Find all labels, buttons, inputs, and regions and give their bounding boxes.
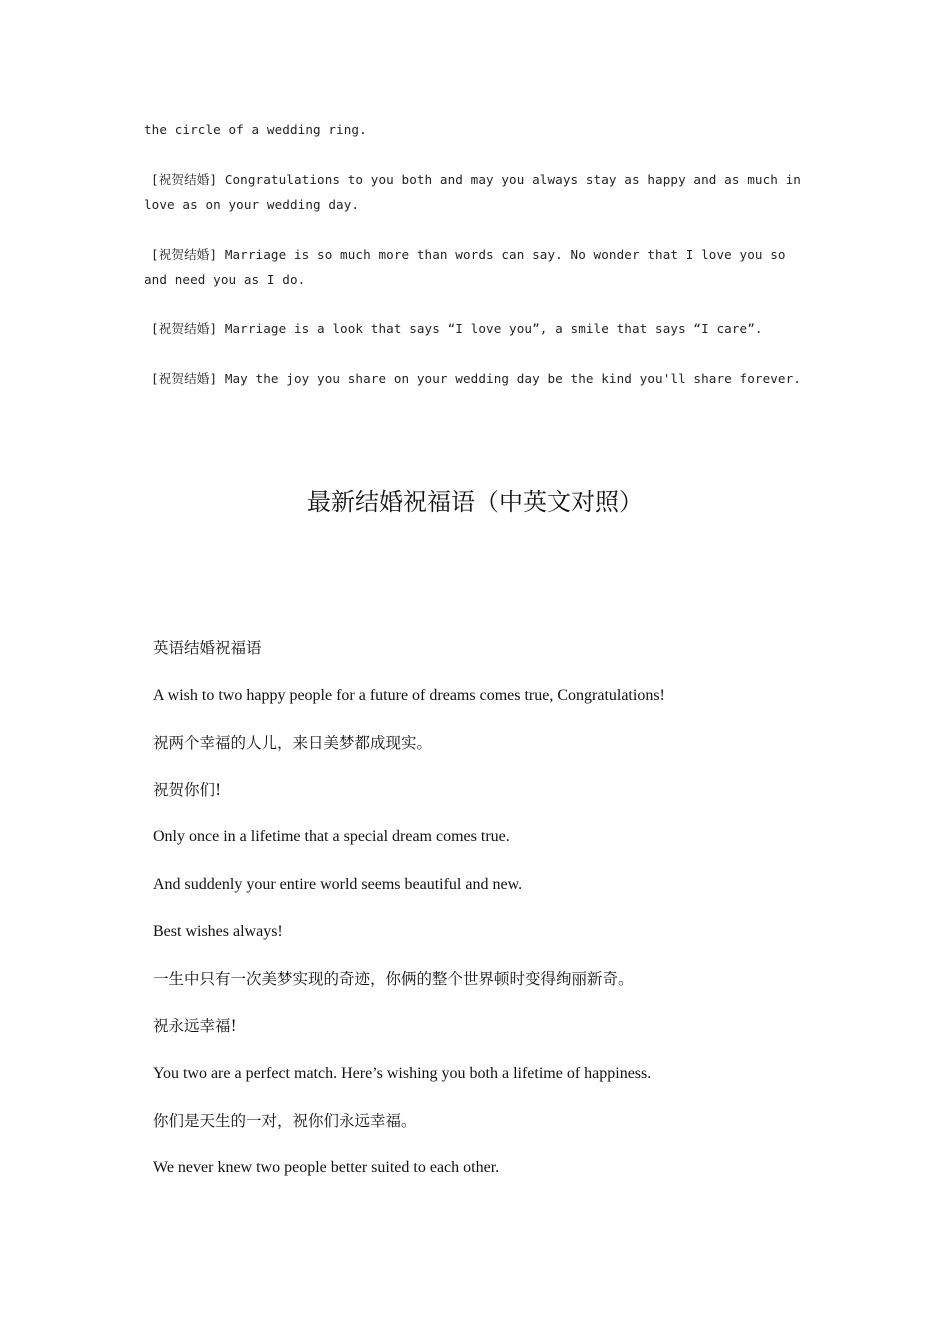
body-line: 祝永远幸福! <box>153 1017 237 1035</box>
paragraph-joy-forever: [祝贺结婚] May the joy you share on your wedding day be the kind you'll share forever. <box>151 371 801 386</box>
body-line: 祝两个幸福的人儿，来日美梦都成现实。 <box>153 734 433 752</box>
body-line: You two are a perfect match. Here’s wishing you both a lifetime of happiness. <box>153 1065 652 1082</box>
body-line: 你们是天生的一对，祝你们永远幸福。 <box>153 1112 417 1130</box>
page-title: 最新结婚祝福语（中英文对照） <box>307 488 643 516</box>
body-line: 祝贺你们! <box>153 781 222 799</box>
body-line: Only once in a lifetime that a special dream comes true. <box>153 828 510 845</box>
paragraph-marriage-look: [祝贺结婚] Marriage is a look that says “I love you”, a smile that says “I care”. <box>151 321 763 336</box>
paragraph-continuation: the circle of a wedding ring. <box>144 122 367 137</box>
body-line: A wish to two happy people for a future of dreams comes true, Congratulations! <box>153 687 665 704</box>
section-heading: 英语结婚祝福语 <box>153 639 262 657</box>
paragraph-marriage-words: [祝贺结婚] Marriage is so much more than words can say. No wonder that I love you so and need you as I do. <box>144 247 786 287</box>
body-line: We never knew two people better suited to each other. <box>153 1159 500 1176</box>
body-line: 一生中只有一次美梦实现的奇迹，你俩的整个世界顿时变得绚丽新奇。 <box>153 970 634 988</box>
body-line: Best wishes always! <box>153 923 283 940</box>
paragraph-congratulations: [祝贺结婚] Congratulations to you both and may you always stay as happy and as much in love as on your wedding day. <box>144 172 801 212</box>
body-line: And suddenly your entire world seems beautiful and new. <box>153 876 523 893</box>
